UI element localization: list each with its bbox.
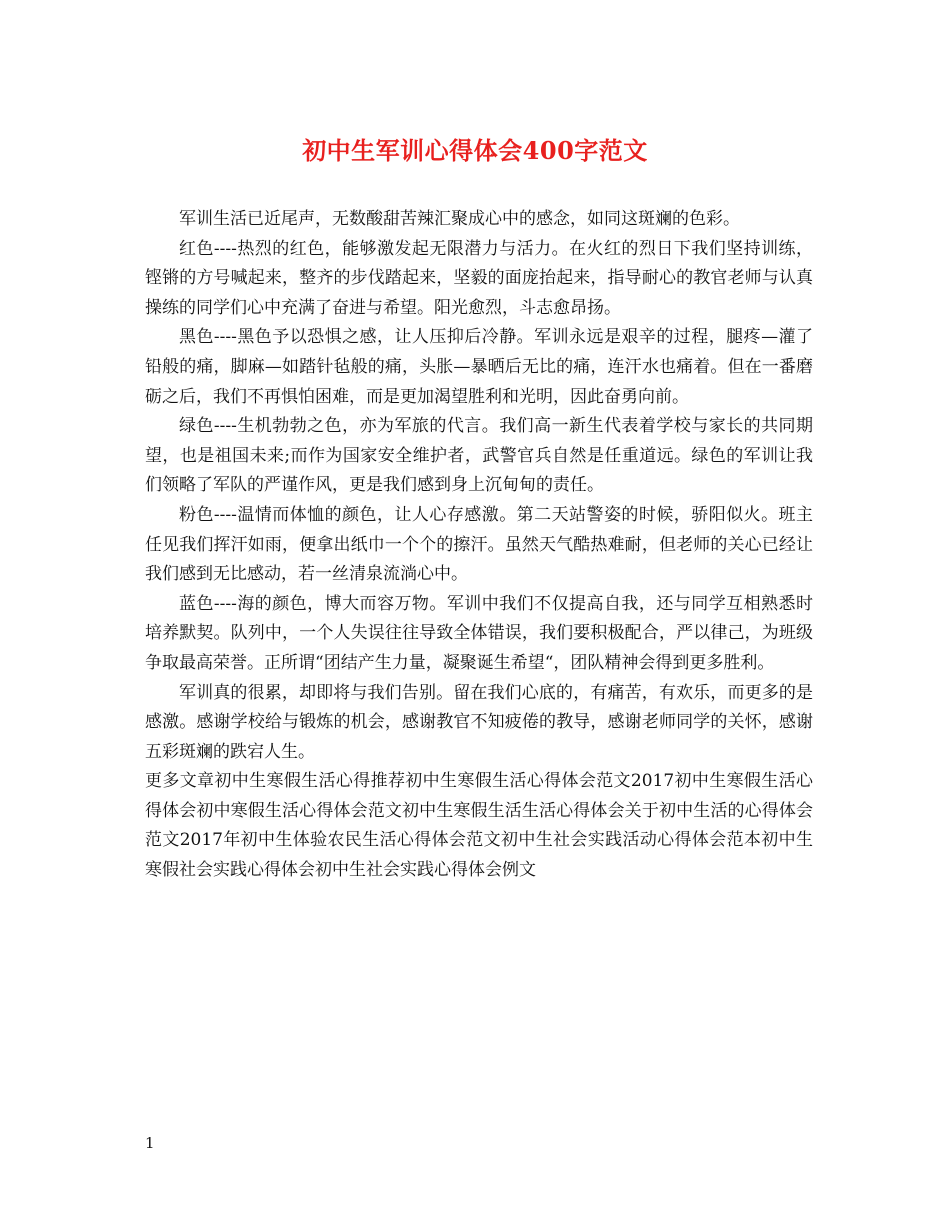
paragraph-green: 绿色----生机勃勃之色，亦为军旅的代言。我们高一新生代表着学校与家长的共同期望，也是祖国未来;而作为国家安全维护者，武警官兵自然是任重道远。绿色的军训让我们领略了军队的严谨作风，更是我们感到身上沉甸甸的责任。 [145, 416, 813, 496]
paragraph-red: 红色----热烈的红色，能够激发起无限潜力与活力。在火红的烈日下我们坚持训练，铿锵的方号喊起来，整齐的步伐踏起来，坚毅的面庞抬起来，指导耐心的教官老师与认真操练的同学们心中充满了奋进与希望。阳光愈烈，斗志愈昂扬。 [145, 238, 813, 318]
paragraph-intro: 军训生活已近尾声，无数酸甜苦辣汇聚成心中的感念，如同这斑斓的色彩。 [179, 209, 740, 229]
paragraph-blue: 蓝色----海的颜色，博大而容万物。军训中我们不仅提高自我，还与同学互相熟悉时培养默契。队列中，一个人失误往往导致全体错误，我们要积极配合，严以律己，为班级争取最高荣誉。正所谓“团结产生力量，凝聚诞生希望“，团队精神会得到更多胜利。 [145, 593, 813, 673]
page-number: 1 [145, 1134, 155, 1152]
paragraph-conclusion: 军训真的很累，却即将与我们告别。留在我们心底的，有痛苦，有欢乐，而更多的是感激。感谢学校给与锻炼的机会，感谢教官不知疲倦的教导，感谢老师同学的关怀，感谢五彩斑斓的跌宕人生。 [145, 682, 813, 762]
article-body [145, 205, 813, 886]
paragraph-pink: 粉色----温情而体恤的颜色，让人心存感激。第二天站警姿的时候，骄阳似火。班主任见我们挥汗如雨，便拿出纸巾一个个的擦汗。虽然天气酷热难耐，但老师的关心已经让我们感到无比感动，若一丝清泉流淌心中。 [145, 504, 813, 585]
paragraph-black: 黑色----黑色予以恐惧之感，让人压抑后冷静。军训永远是艰辛的过程，腿疼—灌了铅般的痛，脚麻—如踏针毡般的痛，头胀—暴晒后无比的痛，连汗水也痛着。但在一番磨砺之后，我们不再惧怕困难，而是更加渴望胜利和光明，因此奋勇向前。 [145, 327, 813, 407]
page-title: 初中生军训心得体会400字范文 [302, 136, 648, 165]
more-articles-text: 更多文章初中生寒假生活心得推荐初中生寒假生活心得体会范文2017初中生寒假生活心得体会初中寒假生活心得体会范文初中生寒假生活生活心得体会关于初中生活的心得体会范文2017年初中生体验农民生活心得体会范文初中生社会实践活动心得体会范本初中生寒假社会实践心得体会初中生社会实践心得体会例文 [145, 771, 813, 881]
